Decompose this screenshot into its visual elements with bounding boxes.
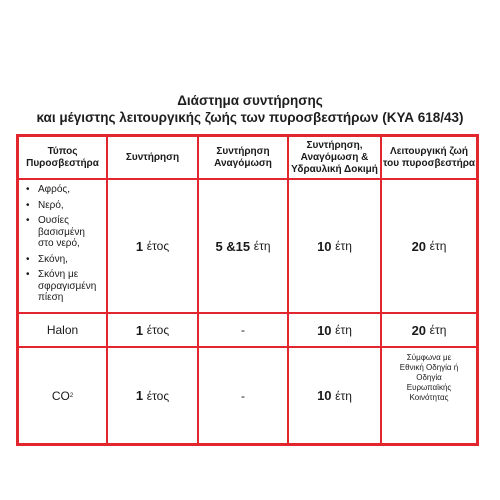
row2-type: Halon (46, 323, 79, 337)
extinguisher-type-list (26, 184, 96, 308)
row1-recharge: 5 &15 έτη (215, 238, 271, 254)
header-service-life: Λειτουργική ζωή του πυροσβεστήρα (382, 145, 476, 169)
row2-hydrostatic-test: 10 έτη (317, 322, 352, 338)
header-hydrostatic-test: Συντήρηση, Αναγόμωση & Υδραυλική Δοκιμή (291, 139, 378, 175)
list-item: • Σκόνη με σφραγισμένη πίεση (26, 269, 97, 304)
row3-maintenance: 1 έτος (135, 388, 170, 403)
page-subtitle: και μέγιστης λειτουργικής ζωής των πυροσβεστήρων (ΚΥΑ 618/43) (36, 110, 464, 125)
row3-hydrostatic-test: 10 έτη (317, 388, 352, 403)
row3-recharge: - (241, 388, 245, 403)
table-row-cell-types (26, 180, 106, 312)
header-maintenance: Συντήρηση (125, 151, 180, 163)
page-title: Διάστημα συντήρησης (177, 93, 323, 108)
list-item: • Ουσίες βασισμένη στο νερό, (26, 215, 85, 250)
list-item: • Σκόνη, (26, 253, 68, 265)
row2-maintenance: 1 έτος (135, 322, 170, 338)
row2-recharge: - (241, 323, 245, 337)
row3-service-life: Σύμφωνα με Εθνική Οδηγία ή Οδηγία Ευρωπαϊκής Κοινότητας (399, 353, 459, 402)
header-type: Τύπος Πυροσβεστήρα (26, 145, 99, 169)
row1-service-life: 20 έτη (411, 238, 447, 254)
list-item: • Αφρός, (26, 184, 71, 196)
row3-type: CO 2 (51, 388, 74, 403)
row1-maintenance: 1 έτος (135, 238, 170, 254)
row1-hydrostatic-test: 10 έτη (317, 238, 352, 254)
row2-service-life: 20 έτη (411, 322, 447, 338)
list-item: • Νερό, (26, 199, 64, 211)
header-recharge: Συντήρηση Αναγόμωση (214, 145, 272, 169)
